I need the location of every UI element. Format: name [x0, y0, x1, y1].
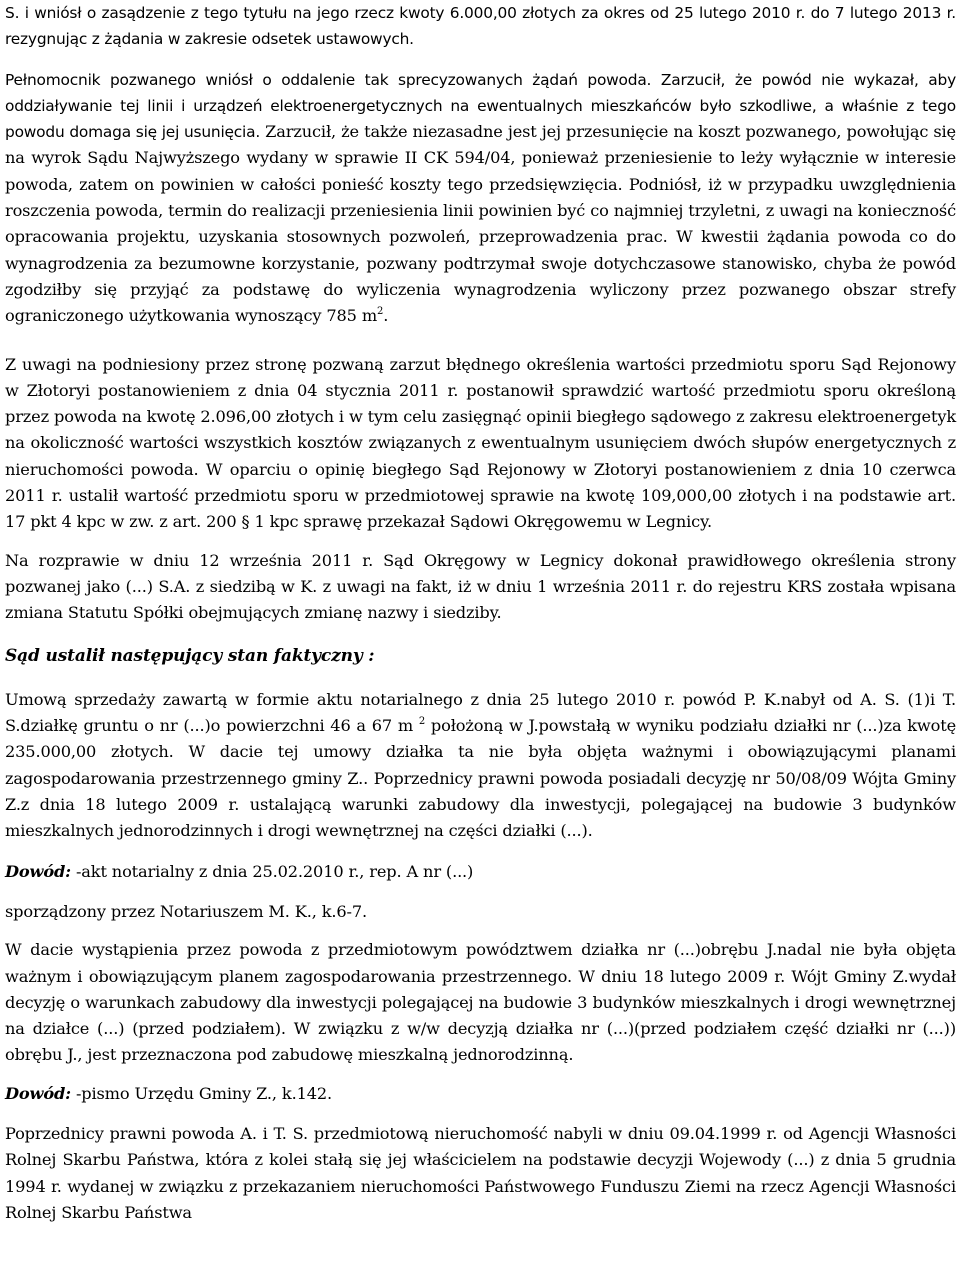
- superscript-two: 2: [418, 716, 426, 728]
- sale-agreement-part-b: położoną w J.powstałą w wyniku podziału działki nr (...)za kwotę 235.000,00 złotych. W dacie tej umowy działka ta nie była objęta ważnymi i obowiązującymi planami zagospodarowania przestrzennego gminy Z.. Poprzednicy prawni powoda posiadali decyzję nr 50/08/09 Wójta Gminy Z.z dnia 18 lutego 2009 r. ustalającą warunki zabudowy dla inwestycji, polegającej na budowie 3 budynków mieszkalnych jednorodzinnych i drogi wewnętrznej na części działki (...).: [5, 716, 956, 841]
- defendant-position-serif-part: Zarzucił, że także niezasadne jest jej przesunięcie na koszt pozwanego, powołując się na wyrok Sądu Najwyższego wydany w sprawie II CK 594/04, ponieważ przeniesienie to leży wyłącznie w interesie powoda, zatem on powinien w całości ponieść koszty tego przedsięwzięcia. Podniósł, iż w przypadku uwzględnienia roszczenia powoda, termin do realizacji przeniesienia linii powinien być co najmniej trzyletni, z uwagi na konieczność opracowania projektu, uzyskania stosownych pozwoleń, przeprowadzenia prac. W kwestii żądania powoda co do wynagrodzenia za bezumowne korzystanie, pozwany podtrzymał swoje dotychczasowe stanowisko, chyba że powód zgodziłby się przyjąć za podstawę do wyliczenia wynagrodzenia wyliczony przez pozwanego obszar strefy ograniczonego użytkowania wynoszący 785 m: [5, 122, 956, 326]
- evidence-label: Dowód:: [5, 1083, 71, 1103]
- defendant-position-end: .: [383, 306, 389, 326]
- paragraph-notary: sporządzony przez Notariuszem M. K., k.6-7.: [5, 901, 367, 921]
- section-heading-facts: Sąd ustalił następujący stan faktyczny :: [5, 645, 375, 666]
- paragraph-hearing: Na rozprawie w dniu 12 września 2011 r. Sąd Okręgowy w Legnicy dokonał prawidłowego określenia strony pozwanej jako (...) S.A. z siedzibą w K. z uwagi na fakt, iż w dniu 1 września 2011 r. do rejestru KRS została wpisana zmiana Statutu Spółki obejmujących zmianę nazwy i siedziby.: [5, 550, 956, 623]
- sale-agreement-part-a: Umową sprzedaży zawartą w formie aktu notarialnego z dnia 25 lutego 2010 r. powód P. K.nabył od A. S. (1)i T. S.działkę gruntu o nr (...)o powierzchni 46 a 67 m: [5, 689, 956, 736]
- superscript-two: 2: [377, 306, 384, 318]
- paragraph-predecessors: Poprzednicy prawni powoda A. i T. S. przedmiotową nieruchomość nabyli w dniu 09.04.1999 r. od Agencji Własności Rolnej Skarbu Państwa, która z kolei stałą się jej właścicielem na podstawie decyzji Wojewody (...) z dnia 5 grudnia 1994 r. wydanej w związku z przekazaniem nieruchomości Państwowego Funduszu Ziemi na rzecz Agencji Własności Rolnej Skarbu Państwa: [5, 1123, 956, 1222]
- paragraph-defendant-position: [5, 67, 956, 330]
- evidence-label: Dowód:: [5, 861, 71, 881]
- paragraph-value-of-dispute: Z uwagi na podniesiony przez stronę pozwaną zarzut błędnego określenia wartości przedmiotu sporu Sąd Rejonowy w Złotoryi postanowieniem z dnia 04 stycznia 2011 r. postanowił sprawdzić wartość przedmiotu sporu określoną przez powoda na kwotę 2.096,00 złotych i w tym celu zasięgnąć opinii biegłego sądowego z zakresu elektroenergetyk na okoliczność wartości wszystkich kosztów związanych z ewentualnym usunięciem dwóch słupów energetycznych z nieruchomości powoda. W oparciu o opinię biegłego Sąd Rejonowy w Złotoryi postanowieniem z dnia 10 czerwca 2011 r. ustalił wartość przedmiotu sporu w przedmiotowej sprawie na kwotę 109,000,00 złotych i na podstawie art. 17 pkt 4 kpc w zw. z art. 200 § 1 kpc sprawę przekazał Sądowi Okręgowemu w Legnicy.: [5, 354, 956, 532]
- evidence-text: -akt notarialny z dnia 25.02.2010 r., rep. A nr (...): [70, 861, 474, 881]
- paragraph-evidence-1: [5, 859, 956, 885]
- defendant-position-sans-part: Pełnomocnik pozwanego wniósł o oddalenie tak sprecyzowanych żądań powoda. Zarzucił, że powód nie wykazał, aby oddziaływanie tej linii i urządzeń elektroenergetycznych na ewentualnych mieszkańców było szkodliwe, a właśnie z tego powodu domaga się jej usunięcia.: [5, 70, 956, 142]
- document-page: [5, 0, 956, 1226]
- paragraph-evidence-2: [5, 1081, 956, 1107]
- evidence-text: -pismo Urzędu Gminy Z., k.142.: [70, 1083, 333, 1103]
- paragraph-zoning: W dacie wystąpienia przez powoda z przedmiotowym powództwem działka nr (...)obrębu J.nadal nie była objęta ważnym i obowiązującym planem zagospodarowania przestrzennego. W dniu 18 lutego 2009 r. Wójt Gminy Z.wydał decyzję o warunkach zabudowy dla inwestycji polegającej na budowie 3 budynków mieszkalnych i drogi wewnętrznej na działce (...) (przed podziałem). W związku z w/w decyzją działka nr (...)(przed podziałem część działki nr (...)) obrębu J., jest przeznaczona pod zabudowę mieszkalną jednorodzinną.: [5, 940, 956, 1065]
- paragraph-claim-continuation: S. i wniósł o zasądzenie z tego tytułu na jego rzecz kwoty 6.000,00 złotych za okres od 25 lutego 2010 r. do 7 lutego 2013 r. rezygnując z żądania w zakresie odsetek ustawowych.: [5, 4, 956, 49]
- paragraph-sale-agreement: [5, 687, 956, 845]
